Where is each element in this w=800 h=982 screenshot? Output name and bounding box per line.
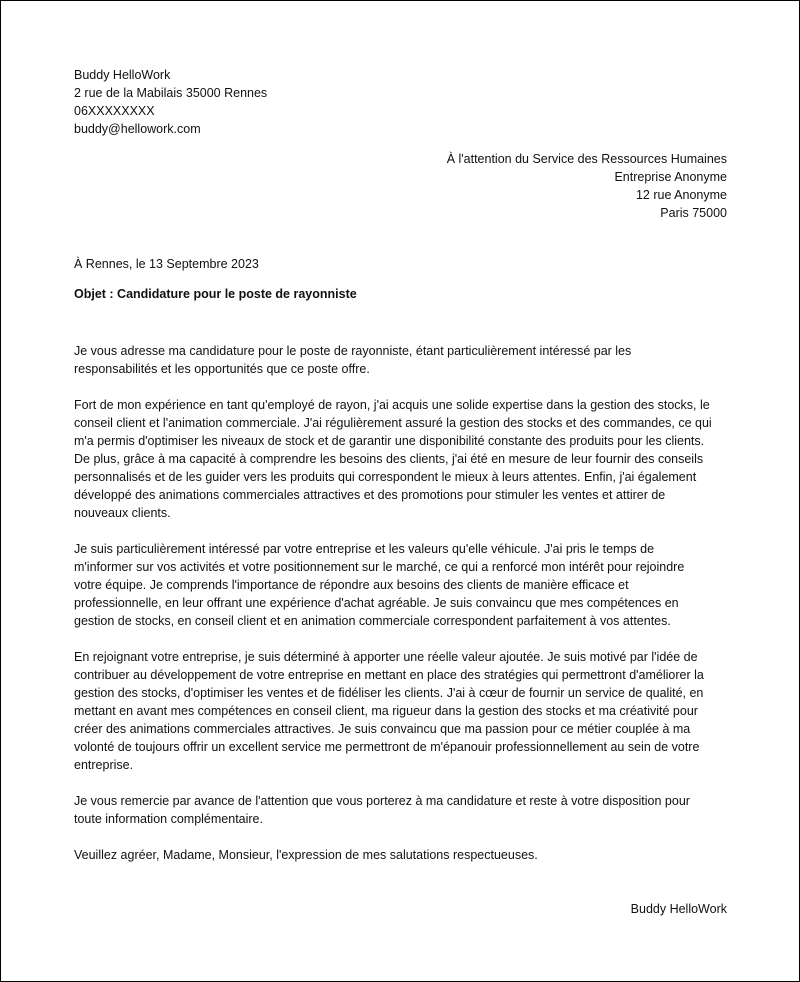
paragraph-line: responsabilités et les opportunités que ce poste offre. [74, 362, 370, 376]
body-paragraph [74, 648, 734, 774]
paragraph-line: m'a permis d'optimiser les niveaux de stock et de garantir une disponibilité constante des produits pour les clients. [74, 434, 705, 448]
recipient-city: Paris 75000 [660, 206, 727, 220]
recipient-company: Entreprise Anonyme [614, 170, 727, 184]
recipient-street: 12 rue Anonyme [635, 188, 727, 202]
paragraph-line: Fort de mon expérience en tant qu'employé de rayon, j'ai acquis une solide expertise dans la gestion des stocks, le [74, 398, 710, 412]
paragraph-line: personnalisés et de les guider vers les produits qui correspondent le mieux à leurs attentes. Enfin, j'ai également [74, 470, 697, 484]
paragraph-line: m'informer sur vos activités et votre positionnement sur le marché, ce qui a renforcé mon intérêt pour rejoindre [74, 560, 685, 574]
body-paragraph [74, 540, 734, 630]
sender-phone: 06XXXXXXXX [74, 104, 155, 118]
paragraph-line: toute information complémentaire. [74, 812, 263, 826]
body-paragraph [74, 396, 734, 522]
body-paragraph [74, 792, 734, 828]
sender-name: Buddy HelloWork [74, 68, 171, 82]
paragraph-line: gestion des stocks, d'optimiser les ventes et de fidéliser les clients. J'ai à cœur de fournir un service de qualité, en [74, 686, 704, 700]
signature: Buddy HelloWork [630, 902, 727, 916]
paragraph-line: nouveaux clients. [74, 506, 171, 520]
paragraph-line: gestion de stocks, en conseil client et en animation commerciale correspondent parfaitement à vos attentes. [74, 614, 671, 628]
recipient-attention: À l'attention du Service des Ressources Humaines [446, 152, 727, 166]
paragraph-line: De plus, grâce à ma capacité à comprendre les besoins des clients, j'ai été en mesure de leur fournir des conseils [74, 452, 704, 466]
paragraph-line: développé des animations commerciales attractives et des promotions pour stimuler les ventes et attirer de [74, 488, 666, 502]
paragraph-line: professionnelle, en leur offrant une expérience d'achat agréable. Je suis convaincu que mes compétences en [74, 596, 679, 610]
paragraph-line: En rejoignant votre entreprise, je suis déterminé à apporter une réelle valeur ajoutée. Je suis motivé par l'idée de [74, 650, 698, 664]
paragraph-line: Je vous remercie par avance de l'attention que vous porterez à ma candidature et reste à votre disposition pour [74, 794, 690, 808]
place-date: À Rennes, le 13 Septembre 2023 [74, 257, 259, 271]
paragraph-line: votre équipe. Je comprends l'importance de répondre aux besoins des clients de manière efficace et [74, 578, 629, 592]
paragraph-line: Je vous adresse ma candidature pour le poste de rayonniste, étant particulièrement intéressé par les [74, 344, 632, 358]
paragraph-line: contribuer au développement de votre entreprise en mettant en place des stratégies qui permettront d'améliorer la [74, 668, 704, 682]
paragraph-line: volonté de toujours offrir un excellent service me permettront de m'épanouir professionnellement au sein de votre [74, 740, 700, 754]
recipient-block [447, 150, 727, 222]
sender-block [74, 66, 267, 138]
paragraph-line: mettant en avant mes compétences en conseil client, ma rigueur dans la gestion des stocks et ma créativité pour [74, 704, 698, 718]
letter-body [74, 342, 734, 882]
paragraph-line: entreprise. [74, 758, 134, 772]
sender-address: 2 rue de la Mabilais 35000 Rennes [74, 86, 268, 100]
sender-email: buddy@hellowork.com [74, 122, 201, 136]
paragraph-line: Veuillez agréer, Madame, Monsieur, l'expression de mes salutations respectueuses. [74, 848, 538, 862]
subject-line: Objet : Candidature pour le poste de rayonniste [74, 287, 357, 301]
paragraph-line: créer des animations commerciales attractives. Je suis convaincu que ma passion pour ce métier couplée à ma [74, 722, 691, 736]
paragraph-line: Je suis particulièrement intéressé par votre entreprise et les valeurs qu'elle véhicule. J'ai pris le temps de [74, 542, 655, 556]
body-paragraph [74, 846, 734, 864]
paragraph-line: conseil client et l'animation commerciale. J'ai régulièrement assuré la gestion des stocks et des commandes, ce qui [74, 416, 712, 430]
body-paragraph [74, 342, 734, 378]
